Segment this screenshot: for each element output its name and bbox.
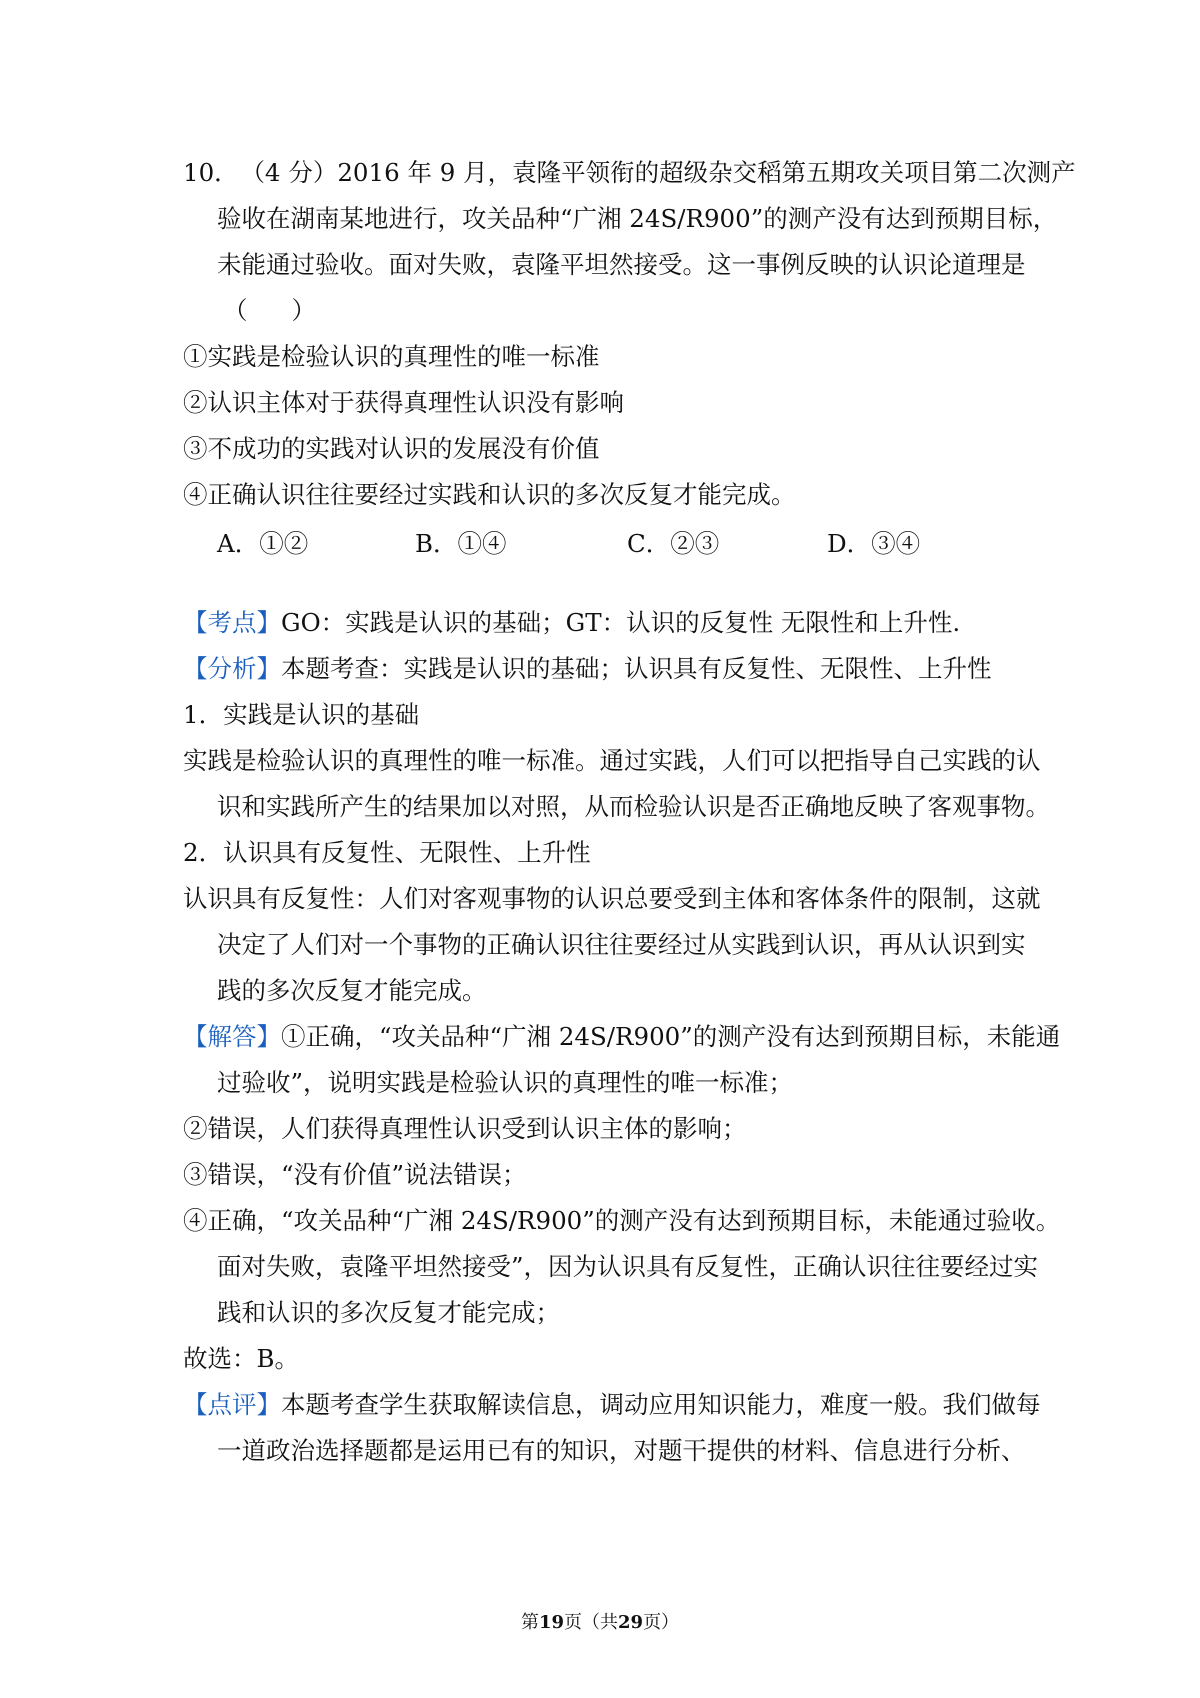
footer-page-number: 19 — [538, 1612, 564, 1633]
bracket-close: ） — [291, 296, 316, 325]
fenxi-section1-title: 1．实践是认识的基础 — [183, 700, 420, 729]
footer-middle: 页（共 — [564, 1612, 618, 1633]
fenxi-section2-line-1: 认识具有反复性：人们对客观事物的认识总要受到主体和客体条件的限制，这就 — [183, 884, 1041, 913]
jieda-line-3: ②错误，人们获得真理性认识受到认识主体的影响； — [183, 1114, 747, 1143]
fenxi-section2-title: 2．认识具有反复性、无限性、上升性 — [183, 838, 591, 867]
question-stem-line: （4 分）2016 年 9 月，袁隆平领衔的超级杂交稻第五期攻关项目第二次测产 — [252, 158, 1076, 187]
fenxi-section2-line-2: 决定了人们对一个事物的正确认识往往要经过从实践到认识，再从认识到实 — [217, 930, 1026, 959]
jieda-section — [183, 1014, 1061, 1060]
footer-suffix: 页） — [643, 1612, 680, 1633]
fenxi-section1-line-2: 识和实践所产生的结果加以对照，从而检验认识是否正确地反映了客观事物。 — [217, 792, 1050, 821]
statement-3: ③不成功的实践对认识的发展没有价值 — [183, 434, 600, 463]
kaodian-text: GO：实践是认识的基础；GT：认识的反复性 无限性和上升性. — [281, 608, 961, 637]
jieda-line-4: ③错误，“没有价值”说法错误； — [183, 1160, 527, 1189]
fenxi-section1-line-1: 实践是检验认识的真理性的唯一标准。通过实践，人们可以把指导自己实践的认 — [183, 746, 1041, 775]
option-b: B．①④ — [415, 529, 507, 558]
bracket-open: （ — [223, 296, 248, 325]
footer-prefix: 第 — [520, 1612, 539, 1633]
fenxi-section2-line-3: 践的多次反复才能完成。 — [217, 976, 487, 1005]
jieda-line-1: ①正确，“攻关品种“广湘 24S/R900”的测产没有达到预期目标，未能通 — [281, 1022, 1061, 1051]
fenxi-section — [183, 646, 1023, 692]
footer-total-pages: 29 — [618, 1612, 644, 1633]
statement-2: ②认识主体对于获得真理性认识没有影响 — [183, 388, 624, 417]
answer-options — [183, 518, 1023, 570]
option-d: D．③④ — [827, 529, 921, 558]
dianping-line-2: 一道政治选择题都是运用已有的知识，对题干提供的材料、信息进行分析、 — [217, 1436, 1026, 1465]
page-footer — [0, 1608, 1200, 1634]
dianping-section — [183, 1382, 1041, 1428]
kaodian-section — [183, 600, 1023, 646]
question-line-2: 验收在湖南某地进行，攻关品种“广湘 24S/R900”的测产没有达到预期目标， — [217, 204, 1058, 233]
option-c: C．②③ — [627, 529, 720, 558]
answer-bracket — [183, 288, 1023, 334]
question-line-3: 未能通过验收。面对失败，袁隆平坦然接受。这一事例反映的认识论道理是 — [217, 250, 1026, 279]
jieda-line-5: ④正确，“攻关品种“广湘 24S/R900”的测产没有达到预期目标，未能通过验收。 — [183, 1206, 1061, 1235]
jieda-line-7: 践和认识的多次反复才能完成； — [217, 1298, 560, 1327]
jieda-tag: 【解答】 — [183, 1022, 281, 1051]
jieda-line-2: 过验收”，说明实践是检验认识的真理性的唯一标准； — [217, 1068, 794, 1097]
question-number: 10． — [183, 158, 239, 187]
dianping-tag: 【点评】 — [183, 1390, 281, 1419]
fenxi-text: 本题考查：实践是认识的基础；认识具有反复性、无限性、上升性 — [281, 654, 992, 683]
fenxi-tag: 【分析】 — [183, 654, 281, 683]
jieda-line-6: 面对失败，袁隆平坦然接受”，因为认识具有反复性，正确认识往往要经过实 — [217, 1252, 1039, 1281]
question-line-1 — [183, 150, 1076, 196]
statement-1: ①实践是检验认识的真理性的唯一标准 — [183, 342, 600, 371]
document-content — [183, 150, 1076, 1474]
jieda-answer: 故选：B。 — [183, 1344, 300, 1373]
dianping-line-1: 本题考查学生获取解读信息，调动应用知识能力，难度一般。我们做每 — [281, 1390, 1041, 1419]
kaodian-tag: 【考点】 — [183, 608, 281, 637]
spacer — [183, 570, 1023, 600]
statement-4: ④正确认识往往要经过实践和认识的多次反复才能完成。 — [183, 480, 796, 509]
option-a: A．①② — [217, 529, 309, 558]
